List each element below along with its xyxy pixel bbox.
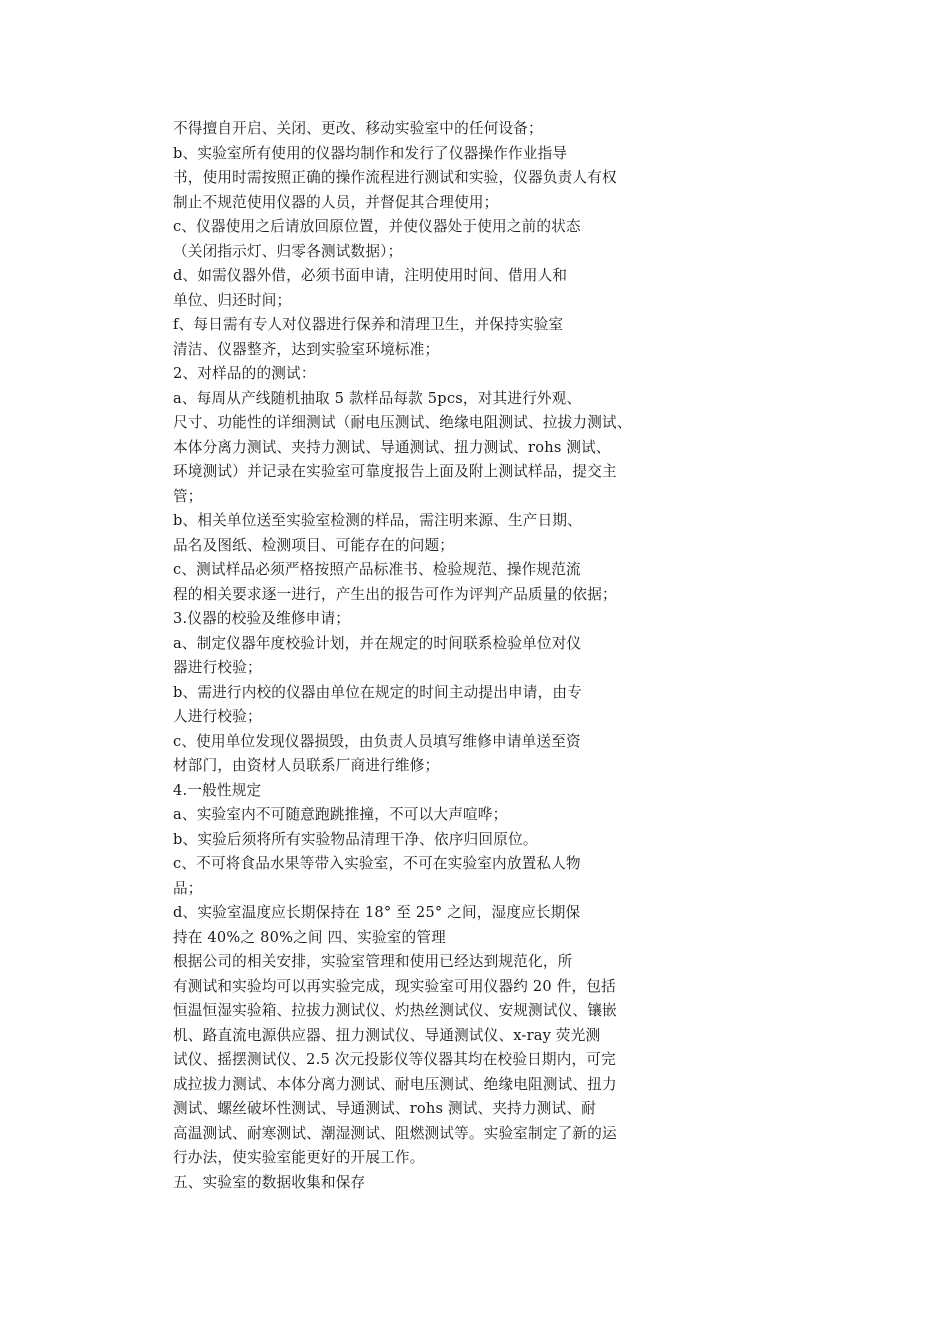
text-line: 品； [173,879,203,897]
text-line: d、如需仪器外借，必须书面申请，注明使用时间、借用人和 [173,267,568,284]
text-line: 尺寸、功能性的详细测试（耐电压测试、绝缘电阻测试、拉拔力测试、 [173,414,632,431]
text-line: 器进行校验； [173,659,262,676]
text-line: c、不可将食品水果等带入实验室，不可在实验室内放置私人物 [173,855,581,872]
text-line: c、使用单位发现仪器损毁，由负责人员填写维修申请单送至资 [173,732,581,750]
text-line: a、制定仪器年度校验计划，并在规定的时间联系检验单位对仪 [173,634,582,652]
text-line: 试仪、摇摆测试仪、2.5 次元投影仪等仪器其均在校验日期内，可完 [173,1051,616,1068]
text-line: 人进行校验； [173,708,262,725]
text-line: b、实验室所有使用的仪器均制作和发行了仪器操作作业指导 [173,144,568,162]
text-line: 管； [173,487,203,505]
text-line: c、仪器使用之后请放回原位置，并使仪器处于使用之前的状态 [173,218,581,235]
text-line: 高温测试、耐寒测试、潮湿测试、阻燃测试等。实验室制定了新的运 [173,1124,617,1142]
text-line: 行办法，使实验室能更好的开展工作。 [173,1149,425,1166]
text-line: 制止不规范使用仪器的人员，并督促其合理使用； [173,193,499,211]
text-line: f、每日需有专人对仪器进行保养和清理卫生，并保持实验室 [173,316,564,333]
text-line: b、需进行内校的仪器由单位在规定的时间主动提出申请，由专 [173,683,582,701]
text-line: a、实验室内不可随意跑跳推撞，不可以大声喧哗； [173,806,508,823]
text-line: 本体分离力测试、夹持力测试、导通测试、扭力测试、rohs 测试、 [173,438,611,456]
section-heading: 2、对样品的的测试： [173,365,316,382]
text-line: 单位、归还时间； [173,291,292,309]
text-line: 程的相关要求逐一进行，产生出的报告可作为评判产品质量的依据； [173,585,617,603]
text-line: 机、路直流电源供应器、扭力测试仪、导通测试仪、x-ray 荧光测 [173,1026,601,1044]
text-line: 根据公司的相关安排，实验室管理和使用已经达到规范化，所 [173,953,573,970]
text-line: 书，使用时需按照正确的操作流程进行测试和实验，仪器负责人有权 [173,169,617,186]
text-line: b、相关单位送至实验室检测的样品，需注明来源、生产日期、 [173,512,582,529]
text-line: 清洁、仪器整齐，达到实验室环境标准； [173,340,440,358]
text-line: 成拉拔力测试、本体分离力测试、耐电压测试、绝缘电阻测试、扭力 [173,1075,617,1093]
document-body [173,117,693,1195]
text-line: 测试、螺丝破坏性测试、导通测试、rohs 测试、夹持力测试、耐 [173,1100,596,1117]
text-line: 恒温恒湿实验箱、拉拔力测试仪、灼热丝测试仪、安规测试仪、镶嵌 [173,1002,617,1019]
section-heading: 五、实验室的数据收集和保存 [173,1173,366,1191]
text-line: （关闭指示灯、归零各测试数据）； [173,242,403,260]
text-line: a、每周从产线随机抽取 5 款样品每款 5pcs，对其进行外观、 [173,389,582,407]
text-line: 持在 40%之 80%之间 四、实验室的管理 [173,928,446,946]
text-line: 有测试和实验均可以再实验完成，现实验室可用仪器约 20 件，包括 [173,977,616,995]
text-line: b、实验后须将所有实验物品清理干净、依序归回原位。 [173,830,538,848]
text-line: 不得擅自开启、关闭、更改、移动实验室中的任何设备； [173,120,543,137]
text-line: c、测试样品必须严格按照产品标准书、检验规范、操作规范流 [173,561,581,578]
section-heading: 3.仪器的校验及维修申请； [173,610,351,627]
text-line: 环境测试）并记录在实验室可靠度报告上面及附上测试样品，提交主 [173,463,617,480]
text-line: 品名及图纸、检测项目、可能存在的问题； [173,536,455,554]
text-line: 材部门，由资材人员联系厂商进行维修； [173,757,440,774]
section-heading: 4.一般性规定 [173,781,262,799]
text-line: d、实验室温度应长期保持在 18° 至 25° 之间，湿度应长期保 [173,904,581,921]
